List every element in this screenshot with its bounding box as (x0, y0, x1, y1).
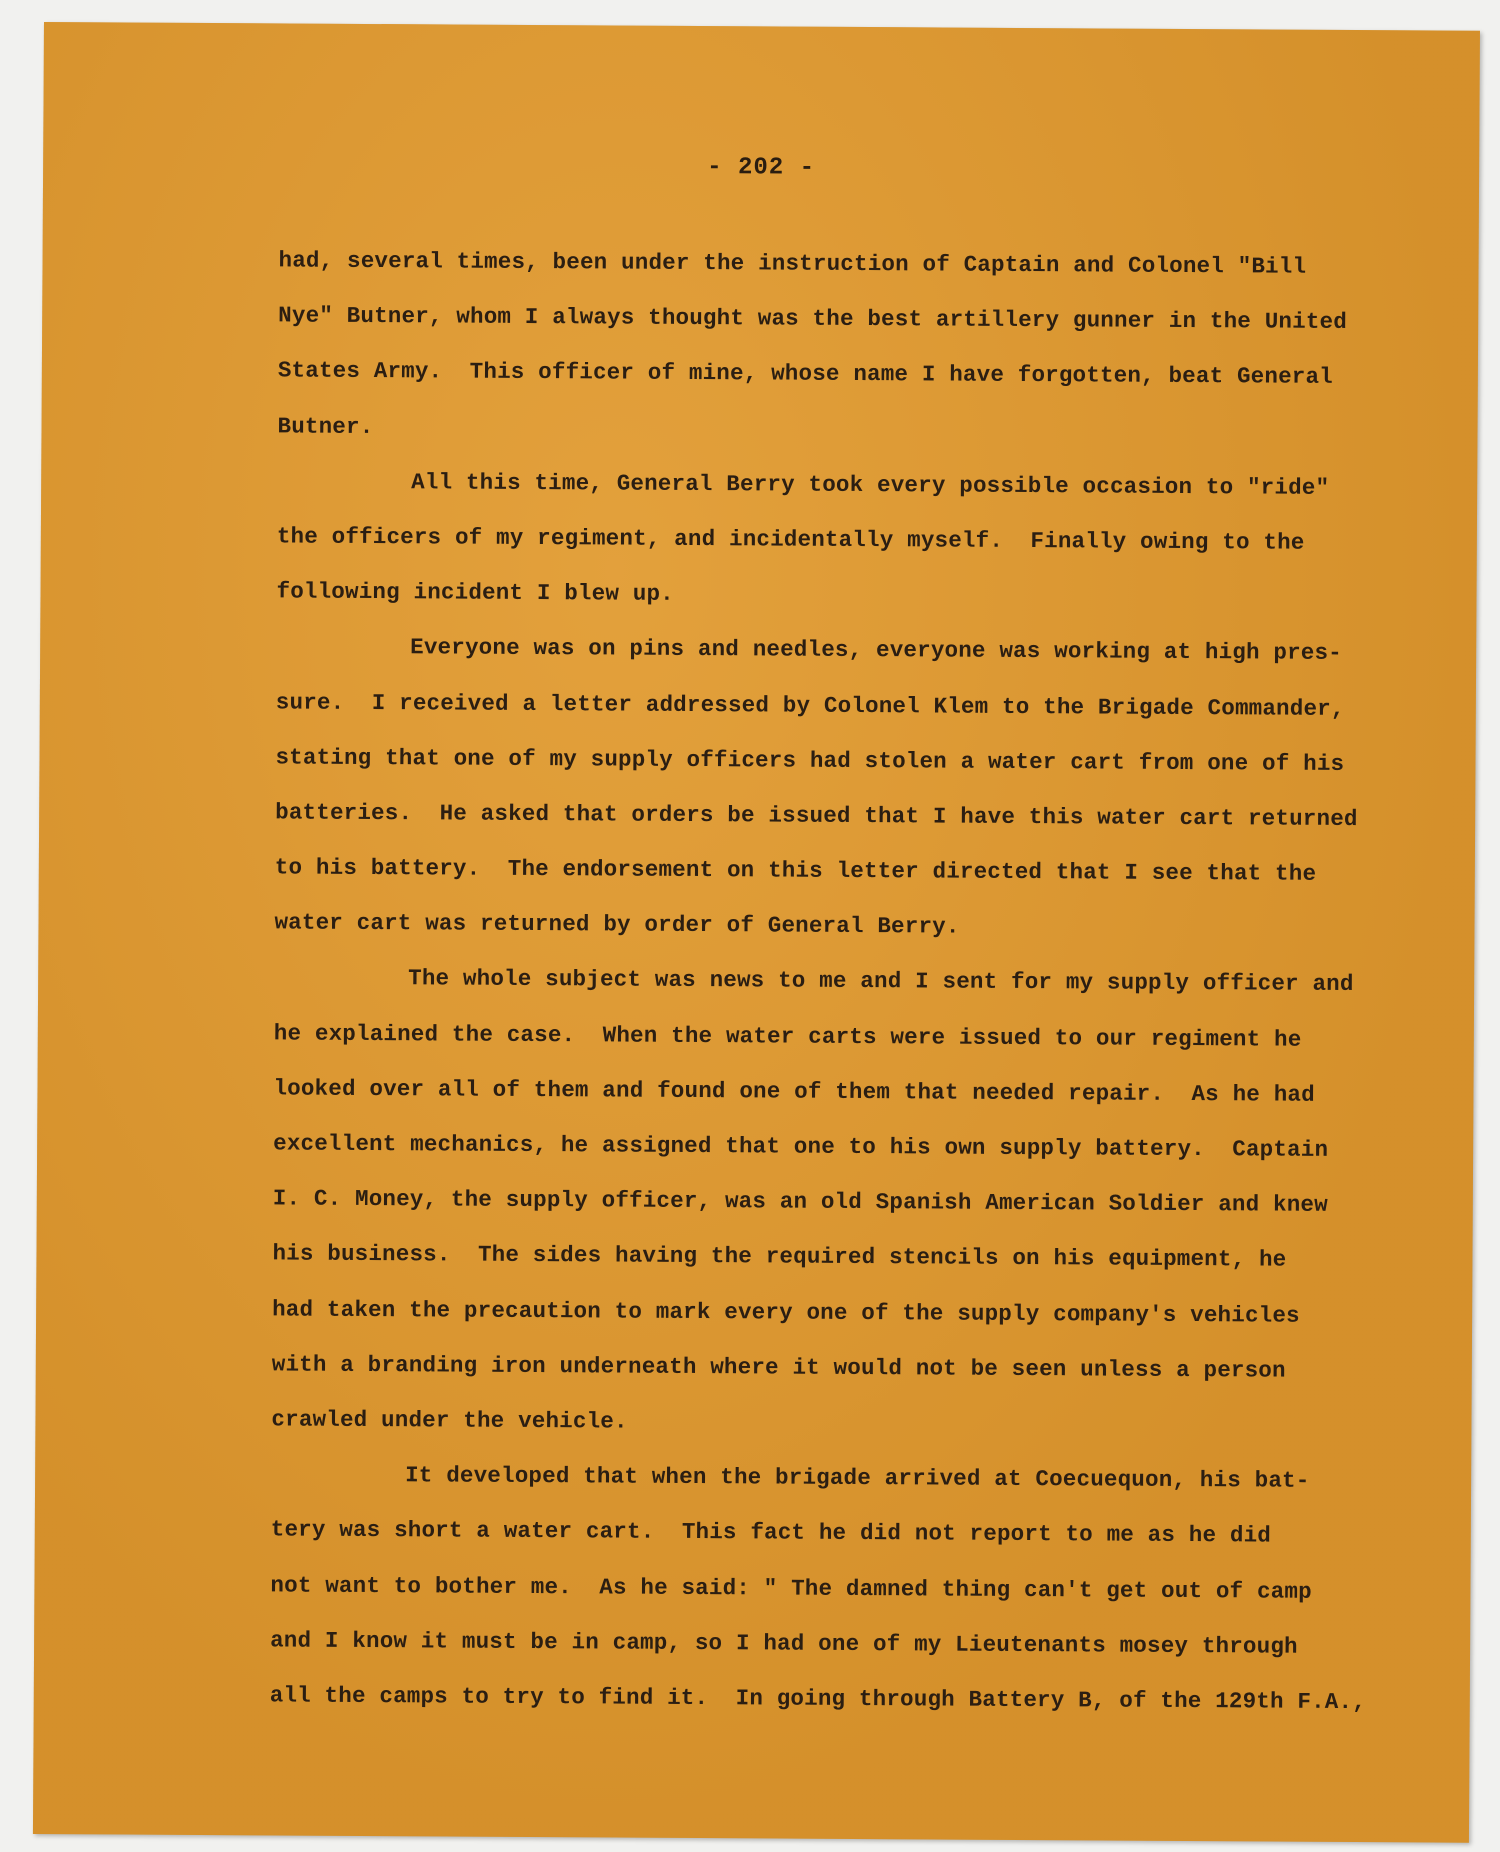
text-line: I. C. Money, the supply officer, was an old Spanish American Soldier and knew (272, 1185, 1328, 1219)
text-line: tery was short a water cart. This fact he did not report to me as he did (270, 1516, 1272, 1549)
text-line: his business. The sides having the required stencils on his equipment, he (272, 1240, 1287, 1273)
text-line: Everyone was on pins and needles, everyone was working at high pres- (410, 634, 1342, 667)
text-line: Butner. (277, 412, 374, 440)
text-line: crawled under the vehicle. (271, 1406, 628, 1435)
paragraph (277, 233, 1428, 461)
text-line: had taken the precaution to mark every one of the supply company's vehicles (272, 1295, 1300, 1329)
text-line: It developed that when the brigade arrived at Coecuequon, his bat- (405, 1462, 1310, 1494)
text-line: States Army. This officer of mine, whose name I have forgotten, beat General (277, 357, 1334, 391)
paragraph (270, 1448, 1422, 1731)
text-line: sure. I received a letter addressed by Colonel Klem to the Brigade Commander, (275, 688, 1345, 722)
text-line: following incident I blew up. (276, 578, 674, 607)
text-line: batteries. He asked that orders be issued that I have this water cart returned (275, 799, 1358, 832)
text-line: with a branding iron underneath where it would not be seen unless a person (271, 1351, 1286, 1384)
paragraph (276, 454, 1427, 627)
text-line: all the camps to try to find it. In going through Battery B, of the 129th F.A., (269, 1682, 1367, 1715)
text-line: Nye" Butner, whom I always thought was the best artillery gunner in the United (278, 302, 1348, 336)
text-line: had, several times, been under the instruction of Captain and Colonel "Bill (278, 247, 1307, 280)
page-number: - 202 - (707, 154, 816, 182)
typed-page (33, 22, 1480, 1843)
text-line: All this time, General Berry took every possible occasion to "ride" (411, 469, 1330, 501)
text-line: stating that one of my supply officers had stolen a water cart from one of his (275, 744, 1345, 777)
body-text (270, 233, 1429, 1730)
text-line: looked over all of them and found one of them that needed repair. As he had (273, 1075, 1315, 1108)
text-line: The whole subject was news to me and I sent for my supply officer and (408, 965, 1354, 998)
text-line: water cart was returned by order of General Berry. (274, 909, 960, 940)
text-line: to his battery. The endorsement on this letter directed that I see that the (274, 854, 1317, 887)
text-line: and I know it must be in camp, so I had one of my Lieutenants mosey through (270, 1627, 1298, 1660)
paragraph (274, 620, 1426, 958)
paragraph (271, 951, 1424, 1455)
text-line: the officers of my regiment, and incidentally myself. Finally owing to the (276, 523, 1305, 556)
text-line: he explained the case. When the water carts were issued to our regiment he (273, 1020, 1302, 1053)
text-line: excellent mechanics, he assigned that one to his own supply battery. Captain (273, 1130, 1329, 1163)
text-line: not want to bother me. As he said: " The damned thing can't get out of camp (270, 1571, 1312, 1605)
